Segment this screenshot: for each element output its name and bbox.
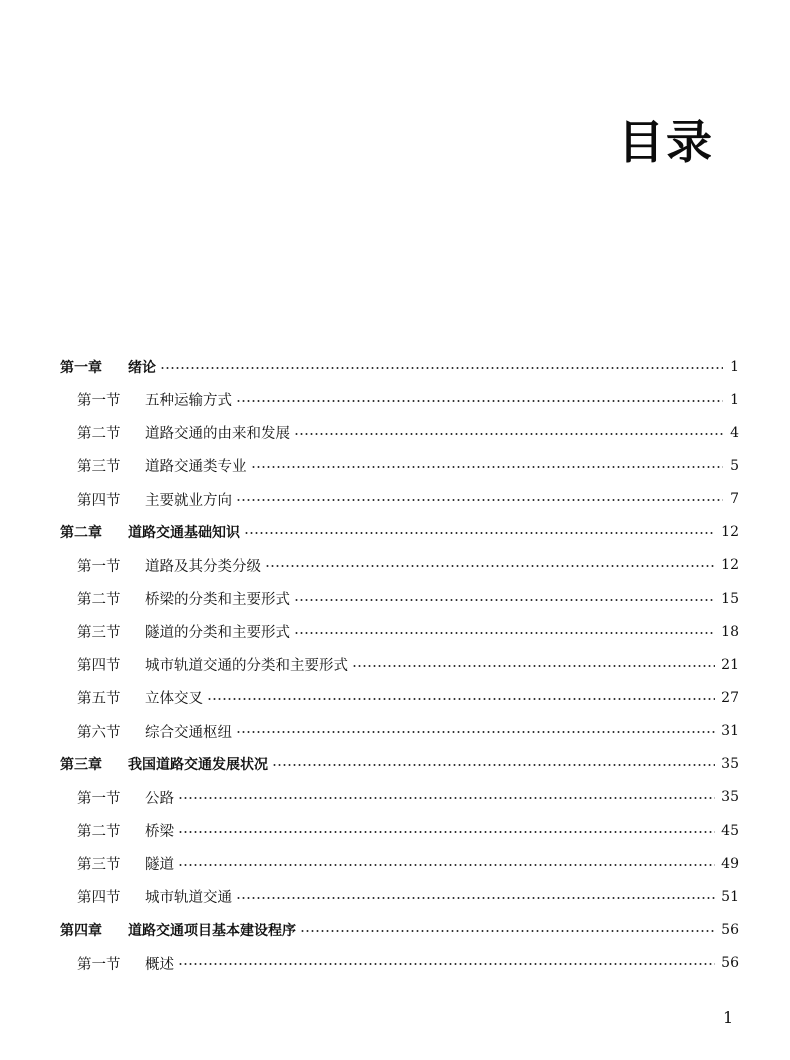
entry-title: 主要就业方向 <box>145 492 232 509</box>
entry-page-number: 12 <box>721 524 739 541</box>
entry-page-number: 45 <box>721 822 739 839</box>
toc-section-entry <box>0 880 790 913</box>
entry-title: 道路交通的由来和发展 <box>145 426 290 443</box>
entry-title: 城市轨道交通的分类和主要形式 <box>145 658 348 675</box>
dot-leader <box>236 731 715 733</box>
toc-section-entry <box>0 648 790 681</box>
entry-label: 第二节 <box>77 592 121 609</box>
toc-section-entry <box>0 383 790 416</box>
entry-label: 第四节 <box>77 492 121 509</box>
entry-title: 桥梁 <box>145 824 174 841</box>
toc-section-entry <box>0 715 790 748</box>
dot-leader <box>207 698 715 700</box>
entry-page-number: 49 <box>721 855 739 872</box>
entry-title: 五种运输方式 <box>145 393 232 410</box>
dot-leader <box>272 764 715 766</box>
entry-page-number: 5 <box>730 457 739 474</box>
toc-section-entry <box>0 483 790 516</box>
toc-chapter-entry <box>0 913 790 946</box>
entry-label: 第二节 <box>77 824 121 841</box>
dot-leader <box>178 963 715 965</box>
entry-title: 道路交通类专业 <box>145 459 247 476</box>
dot-leader <box>160 367 723 369</box>
dot-leader <box>294 433 723 435</box>
dot-leader <box>300 930 715 932</box>
dot-leader <box>265 565 715 567</box>
entry-title: 道路交通基础知识 <box>128 525 240 542</box>
entry-page-number: 1 <box>730 358 739 375</box>
dot-leader <box>236 499 723 501</box>
entry-label: 第一节 <box>77 790 121 807</box>
toc-section-entry <box>0 615 790 648</box>
page-number: 1 <box>723 1008 734 1027</box>
entry-title: 道路及其分类分级 <box>145 558 261 575</box>
entry-title: 绪论 <box>128 359 156 376</box>
entry-label: 第一章 <box>60 359 102 376</box>
toc-section-entry <box>0 814 790 847</box>
entry-title: 隧道 <box>145 857 174 874</box>
entry-title: 概述 <box>145 956 174 973</box>
dot-leader <box>236 400 723 402</box>
entry-title: 综合交通枢纽 <box>145 724 232 741</box>
entry-page-number: 56 <box>721 955 739 972</box>
dot-leader <box>178 864 715 866</box>
entry-label: 第六节 <box>77 724 121 741</box>
entry-title: 公路 <box>145 790 174 807</box>
dot-leader <box>178 831 715 833</box>
toc-section-entry <box>0 449 790 482</box>
dot-leader <box>294 599 715 601</box>
dot-leader <box>236 897 715 899</box>
entry-page-number: 15 <box>721 590 739 607</box>
toc-section-entry <box>0 582 790 615</box>
entry-label: 第一节 <box>77 956 121 973</box>
toc-section-entry <box>0 416 790 449</box>
toc-chapter-entry <box>0 516 790 549</box>
entry-page-number: 7 <box>730 491 739 508</box>
toc-section-entry <box>0 549 790 582</box>
table-of-contents <box>0 350 790 980</box>
entry-page-number: 27 <box>721 689 739 706</box>
entry-title: 城市轨道交通 <box>145 890 232 907</box>
toc-chapter-entry <box>0 748 790 781</box>
entry-page-number: 35 <box>721 789 739 806</box>
dot-leader <box>244 532 715 534</box>
entry-label: 第四节 <box>77 658 121 675</box>
entry-page-number: 1 <box>730 391 739 408</box>
entry-label: 第三节 <box>77 625 121 642</box>
entry-page-number: 56 <box>721 921 739 938</box>
entry-page-number: 21 <box>721 656 739 673</box>
toc-chapter-entry <box>0 350 790 383</box>
page-title: 目录 <box>618 115 714 169</box>
entry-title: 道路交通项目基本建设程序 <box>128 922 296 939</box>
toc-section-entry <box>0 947 790 980</box>
dot-leader <box>251 466 724 468</box>
entry-label: 第四节 <box>77 890 121 907</box>
entry-label: 第二章 <box>60 525 102 542</box>
dot-leader <box>294 632 715 634</box>
dot-leader <box>352 665 715 667</box>
entry-label: 第二节 <box>77 426 121 443</box>
dot-leader <box>178 797 715 799</box>
entry-page-number: 51 <box>721 888 739 905</box>
entry-label: 第三节 <box>77 857 121 874</box>
entry-label: 第三节 <box>77 459 121 476</box>
entry-page-number: 35 <box>721 756 739 773</box>
entry-title: 我国道路交通发展状况 <box>128 757 268 774</box>
entry-page-number: 12 <box>721 557 739 574</box>
entry-label: 第四章 <box>60 922 102 939</box>
toc-section-entry <box>0 681 790 714</box>
entry-title: 隧道的分类和主要形式 <box>145 625 290 642</box>
entry-title: 立体交叉 <box>145 691 203 708</box>
toc-section-entry <box>0 847 790 880</box>
entry-label: 第一节 <box>77 558 121 575</box>
entry-page-number: 31 <box>721 723 739 740</box>
entry-label: 第一节 <box>77 393 121 410</box>
entry-page-number: 18 <box>721 623 739 640</box>
entry-label: 第五节 <box>77 691 121 708</box>
toc-section-entry <box>0 781 790 814</box>
entry-page-number: 4 <box>730 424 739 441</box>
entry-label: 第三章 <box>60 757 102 774</box>
entry-title: 桥梁的分类和主要形式 <box>145 592 290 609</box>
